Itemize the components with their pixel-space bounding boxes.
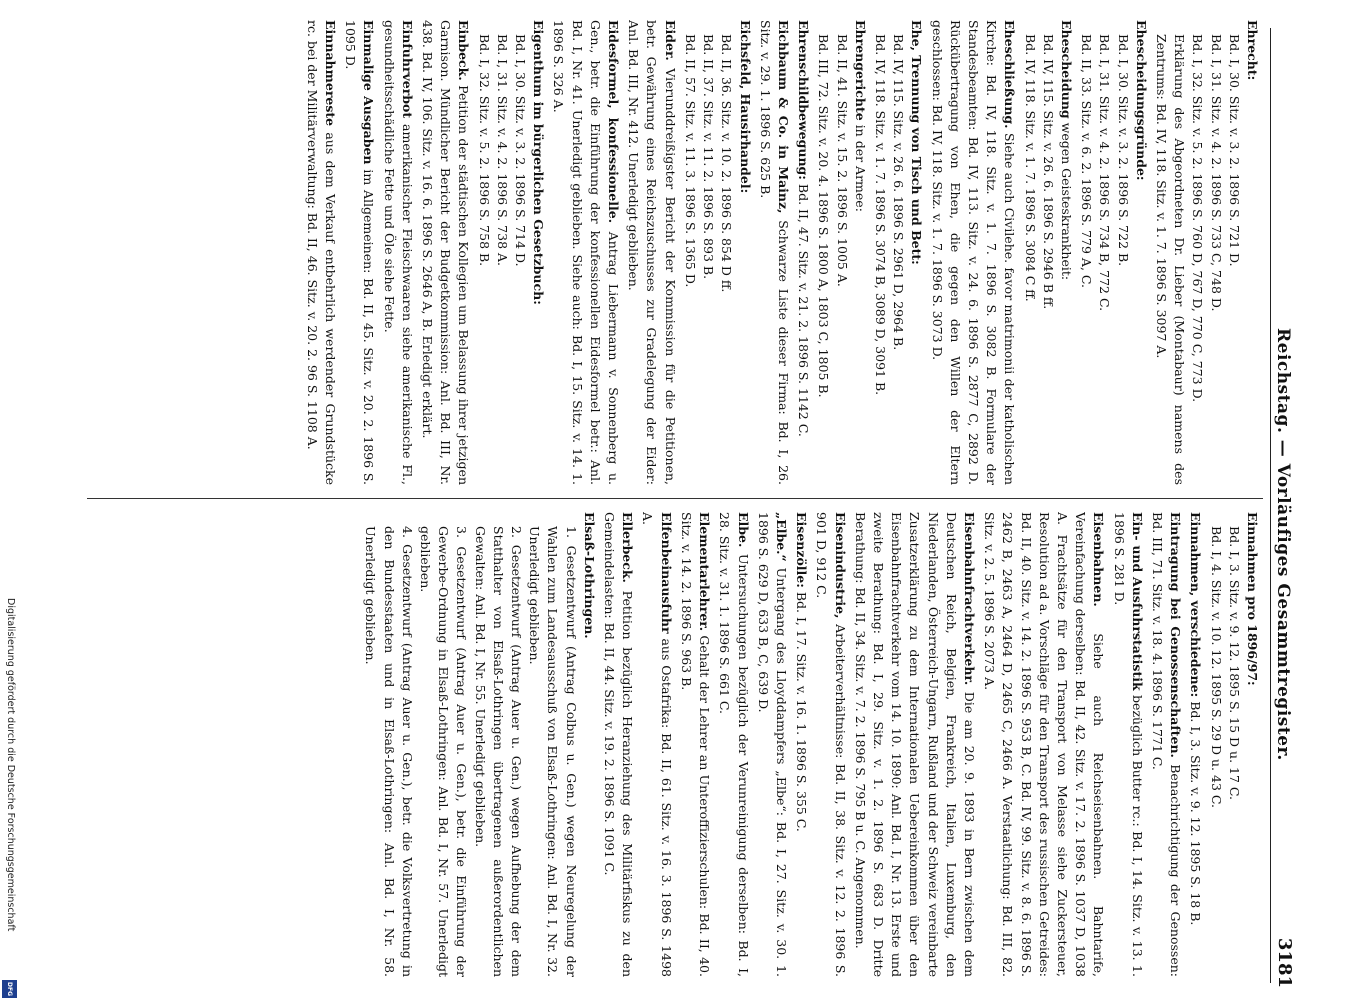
register-entry	[638, 512, 674, 977]
entry-keyword: Elbe.	[735, 512, 751, 548]
entry-reference-line: Bd. I, 30. Sitz. v. 3. 2. 1896 S. 714 D.	[513, 34, 529, 267]
entry-keyword: Eigenthum im bürgerlichen Gesetzbuch:	[531, 20, 547, 305]
register-entry	[1206, 512, 1261, 977]
entry-text: Bd. I, 3. Sitz. v. 9. 12. 1895 S. 18 B.	[1188, 701, 1204, 926]
entry-text: Schwarze Liste dieser Firma: Bd. I, 26. Sitz. v. 29. 1. 1896 S. 625 B.	[757, 20, 791, 485]
entry-text: Gehalt der Lehrer an Unteroffizierschulen: Bd. II, 40. Sitz. v. 14. 2. 1896 S. 963 B.	[678, 512, 713, 977]
entry-keyword: Ehrengerichte	[852, 20, 868, 121]
entry-reference-line: Bd. I, 30. Sitz. v. 3. 2. 1896 S. 722 B.	[1115, 34, 1131, 267]
entry-reference-line: Bd. IV, 115. Sitz. v. 26. 6. 1896 S. 2946 B ff.	[1040, 34, 1056, 310]
register-entry	[794, 20, 812, 485]
page-header	[1271, 28, 1301, 988]
register-entry	[927, 20, 1018, 485]
entry-text: aus Ostafrika: Bd. II, 61. Sitz. v. 16. 3. 1896 S. 1498 A.	[640, 512, 674, 977]
entry-reference-line: Bd. I, 4. Sitz. v. 10. 12. 1895 S. 29 D u. 43 C.	[1208, 526, 1224, 808]
dfg-logo: DFG	[2, 980, 17, 998]
entry-reference-line: Bd. I, 31. Sitz. v. 4. 2. 1896 S. 733 C, 748 D.	[1208, 34, 1224, 312]
register-entry	[756, 20, 792, 485]
entry-reference-line: Erklärung des Abgeordneten Dr. Lieber (Montabaur) namens des Zentrums: Bd. IV, 118. Sitz. v. 1. 7. 1896 S. 3097 A.	[1153, 34, 1188, 485]
entry-text: Untersuchungen bezüglich der Verunreinigung derselben: Bd. I, 28. Sitz. v. 31. 1. 1896 S. 661 C.	[717, 512, 751, 977]
register-entry	[851, 512, 978, 977]
register-entry	[792, 512, 810, 977]
entry-keyword: Eintragung bei Genossenschaften.	[1168, 512, 1184, 758]
left-column	[85, 20, 1261, 485]
entry-keyword: Elsaß-Lothringen.	[581, 512, 597, 639]
entry-reference-line: 4. Gesetzentwurf (Antrag Auer u. Gen.), betr. die Volksvertretung in den Bundesstaaten und in Elsaß-Lothringen: Anl. Bd. I, Nr. 58. Unerledigt geblieben.	[363, 526, 415, 977]
column-divider	[87, 498, 1263, 499]
register-entry	[754, 512, 790, 977]
entry-keyword: Ehescheidung	[1058, 20, 1074, 119]
entry-reference-line: 3. Gesetzentwurf (Antrag Auer u. Gen.), betr. die Einführung der Gewerbe-Ordnung in Elsaß-Lothringen: Anl. Bd. I, Nr. 57. Unerledigt geblieben.	[418, 526, 470, 977]
entry-text: im Allgemeinen: Bd. II, 45. Sitz. v. 20. 2. 1896 S. 1095 D.	[343, 20, 377, 485]
entry-keyword: Einnahmen pro 1896/97:	[1245, 512, 1260, 686]
entry-reference-line: Bd. II, 41. Sitz. v. 15. 2. 1896 S. 1005 A.	[834, 34, 850, 287]
register-entry	[812, 512, 848, 977]
entry-text: Bd. II, 47. Sitz. v. 21. 2. 1896 S. 1142 C.	[796, 183, 812, 437]
entry-text: Petition der städtischen Kollegien um Belassung ihrer jetzigen Garnison. Mündlicher Bericht der Budgetkommission: Anl. Bd. III, Nr. 438. Bd. IV, 106. Sitz. v. 16. 6. 1896 S. 2646 A, B. Erledigt erklärt.	[420, 20, 472, 485]
entry-reference-line: 1. Gesetzentwurf (Antrag Colbus u. Gen.) wegen Neuregelung der Wahlen zum Landesausschuß von Elsaß-Lothringen: Anl. Bd. I, Nr. 32. Unerledigt geblieben.	[527, 526, 579, 977]
entry-keyword: Eisenzölle:	[794, 512, 810, 588]
entry-text: Arbeiterverhältnisse: Bd. II, 38. Sitz. v. 12. 2. 1896 S. 901 D, 912 C.	[814, 512, 848, 977]
entry-text: wegen Geisteskrankheit:	[1058, 122, 1074, 281]
entry-keyword: Eisenindustrie,	[832, 512, 848, 619]
register-entry	[1152, 20, 1261, 485]
entry-text: Bd. I, 17. Sitz. v. 16. 1. 1896 S. 355 C.	[794, 591, 810, 832]
entry-text: Antrag Liebermann v. Sonnenberg u. Gen., betr. die Einführung der konfessionellen Eidesformel betr.: Anl. Bd. I, Nr. 41. Unerledigt geblieben. Siehe auch: Bd. I, 15. Sitz. v. 14. 1. 1896 S. 326 A.	[551, 20, 622, 485]
register-entry	[715, 512, 751, 977]
register-entry	[1186, 512, 1204, 977]
entry-keyword: Ehe, Trennung von Tisch und Bett:	[909, 20, 925, 265]
right-column	[85, 512, 1261, 977]
register-entry	[600, 512, 636, 977]
register-entry	[1077, 20, 1150, 485]
entry-reference-line: Bd. I, 31. Sitz. v. 4. 2. 1896 S. 734 B, 772 C.	[1097, 34, 1113, 312]
register-entry	[361, 512, 598, 977]
digitization-credit	[0, 598, 20, 1000]
register-entry	[814, 20, 869, 485]
entry-reference-line: 2. Gesetzentwurf (Antrag Auer u. Gen.) wegen Aufhebung der dem Statthalter von Elsaß-Lothringen übertragenen außerordentlichen Gewalten: Anl. Bd. I, Nr. 55. Unerledigt geblieben.	[472, 526, 525, 977]
register-entry	[474, 20, 547, 485]
register-entry	[341, 20, 377, 485]
entry-reference-line: Bd. II, 33. Sitz. v. 6. 2. 1896 S. 779 A, C.	[1079, 34, 1095, 288]
entry-reference-line: Bd. IV, 118. Sitz. v. 1. 7. 1896 S. 3084 C ff.	[1022, 34, 1038, 302]
entry-keyword: Ein- und Ausfuhrstatistik	[1129, 512, 1145, 691]
entry-text: Die am 20. 9. 1893 in Bern zwischen dem Deutschen Reich, Belgien, Frankreich, Italien, Luxemburg, den Niederlanden, Österreich-Ungarn, Rußland und der Schweiz vereinbarte Zusatzerklärung zu dem Internationalen Uebereinkommen über den Eisenbahnfrachtverkehr vom 14. 10. 1890: Anl. Bd. I, Nr. 13. Erste und zweite Berathung: Bd. I, 29. Sitz. v. 1. 2. 1896 S. 683 D. Dritte Berathung: Bd. II, 34. Sitz. v. 7. 2. 1896 S. 795 B u. C. Angenommen.	[852, 512, 977, 977]
entry-reference-line: Bd. I, 3. Sitz. v. 9. 12. 1895 S. 15 D u. 17 C.	[1226, 526, 1242, 801]
register-entry	[303, 20, 339, 485]
entry-keyword: Ehescheidungsgründe:	[1133, 20, 1149, 181]
entry-keyword: Eisenbahnen.	[1091, 512, 1107, 607]
page-title: Reichstag. — Vorläufiges Gesammtregister.	[1273, 328, 1293, 761]
register-entry	[1020, 20, 1075, 485]
entry-text: Vierunddreißigster Bericht der Kommission für die Petitionen, betr. Gewährung eines Reichszuschusses zur Gradelegung der Eider: Anl. Bd. III, Nr. 412. Unerledigt geblieben.	[626, 20, 678, 485]
entry-keyword: „Elbe.“	[773, 512, 789, 562]
entry-keyword: Einbeck.	[456, 20, 472, 81]
entry-text: in der Armee:	[852, 124, 868, 212]
entry-keyword: Eichbaum & Co. in Mainz,	[775, 20, 791, 214]
register-entry	[1148, 512, 1184, 977]
entry-reference-line: Bd. I, 32. Sitz. v. 5. 2. 1896 S. 760 D, 767 D, 770 C, 773 D.	[1190, 34, 1206, 403]
register-entry	[871, 20, 926, 485]
entry-keyword: Elfenbeinausfuhr	[658, 512, 674, 634]
entry-text: aus dem Verkauf entbehrlich werdender Grundstücke rc. bei der Militärverwaltung: Bd. II, 46. Sitz. v. 20. 2. 96 S. 1108 A.	[304, 20, 339, 485]
credit-text: Digitalisierung gefördert durch die Deutsche Forschungsgemeinschaft	[5, 598, 16, 932]
entry-reference-line: Bd. IV, 115. Sitz. v. 26. 6. 1896 S. 2961 D, 2964 B.	[891, 34, 907, 351]
register-entry	[379, 20, 415, 485]
entry-reference-line: Bd. II, 37. Sitz. v. 11. 2. 1896 S. 893 B.	[701, 34, 717, 280]
entry-reference-line: Bd. I, 30. Sitz. v. 3. 2. 1896 S. 721 D.	[1226, 34, 1242, 267]
register-entry	[681, 20, 754, 485]
entry-reference-line: Bd. III, 72. Sitz. v. 20. 4. 1896 S. 1800 A, 1803 C, 1805 B.	[816, 34, 832, 398]
entry-reference-line: Bd. IV, 118. Sitz. v. 1. 7. 1896 S. 3074 B, 3089 D, 3091 B.	[872, 34, 888, 396]
page-number: 3181	[1274, 937, 1295, 988]
register-entry	[624, 20, 679, 485]
entry-keyword: Eider.	[662, 20, 678, 61]
entry-keyword: Einmalige Ausgaben	[361, 20, 377, 165]
entry-keyword: Eheschließung.	[1002, 20, 1018, 129]
entry-keyword: Einfuhrverbot	[399, 20, 415, 119]
entry-text: Petition bezüglich Heranziehung des Militärfiskus zu den Gemeindelasten: Bd. II, 44. Sitz. v. 19. 2. 1896 S. 1091 C.	[602, 512, 636, 977]
entry-keyword: Einnahmereste	[323, 20, 339, 127]
entry-text: Benachrichtigung der Genossen: Bd. III, 71. Sitz. v. 18. 4. 1896 S. 1771 C.	[1149, 512, 1184, 977]
entry-text: Untergang des Lloyddampfers „Elbe“: Bd. I, 27. Sitz. v. 30. 1. 1896 S. 629 D, 633 B, C, 639 D.	[755, 512, 789, 977]
entry-text: Siehe auch Civilehe. favor matrimonii der katholischen Kirche: Bd. IV, 118. Sitz. v. 1. 7. 1896 S. 3082 B. Formulare der Standesbeamten: Bd. IV, 113. Sitz. v. 24. 6. 1896 S. 2877 C, 2892 D. Rückübertragung von Ehen, die gegen den Willen der Eltern geschlossen: Bd. IV, 118. Sitz. v. 1. 7. 1896 S. 3073 D.	[929, 20, 1018, 485]
entry-keyword: Eichsfeld, Hausirhandel:	[737, 20, 753, 194]
entry-text: bezüglich Butter rc.: Bd. I, 14. Sitz. v. 13. 1. 1896 S. 281 D.	[1111, 512, 1145, 977]
entry-reference-line: Bd. II, 57. Sitz. v. 11. 3. 1896 S. 1365 D.	[682, 34, 698, 288]
entry-reference-line: Bd. I, 31. Sitz. v. 4. 2. 1896 S. 738 A.	[494, 34, 510, 266]
entry-keyword: Eisenbahnfrachtverkehr.	[961, 512, 977, 686]
entry-keyword: Ehrecht:	[1245, 20, 1260, 81]
header-rule	[1270, 28, 1271, 983]
entry-reference-line: Bd. I, 32. Sitz. v. 5. 2. 1896 S. 758 B.	[476, 34, 492, 267]
entry-keyword: Eidesformel, konfessionelle.	[606, 20, 622, 224]
register-entry	[418, 20, 473, 485]
register-entry	[1109, 512, 1145, 977]
entry-reference-line: Bd. II, 36. Sitz. v. 10. 2. 1896 S. 854 D ff.	[719, 34, 735, 293]
entry-keyword: Ellerbeck.	[620, 512, 636, 583]
entry-text: Siehe auch Reichseisenbahnen. Bahntarife, Vereinfachung derselben: Bd. II, 42. Sitz. v. 17. 2. 1896 S. 1037 D, 1038 A. Frachtsätze für den Transport von Melasse siehe Zuckersteuer, Resolution ad a. Vorschläge für den Transport des russischen Getreides: Bd. II, 40. Sitz. v. 14. 2. 1896 S. 953 B, C. Bd. IV, 99. Sitz. v. 8. 6. 1896 S. 2462 B, 2463 A, 2464 D, 2465 C, 2466 A. Verstaatlichung: Bd. III, 82. Sitz. v. 2. 5. 1896 S. 2073 A.	[982, 512, 1107, 977]
register-entry	[980, 512, 1107, 977]
entry-keyword: Elementarlehrer.	[697, 512, 713, 632]
register-entry	[549, 20, 622, 485]
entry-keyword: Ehrenschildbewegung:	[796, 20, 812, 180]
entry-keyword: Einnahmen, verschiedene:	[1188, 512, 1204, 698]
entry-text: amerikanischer Fleischwaaren siehe amerikanische Fl., gesundheitsschädliche Fette und Öle siehe Fette.	[381, 20, 415, 485]
register-entry	[677, 512, 713, 977]
